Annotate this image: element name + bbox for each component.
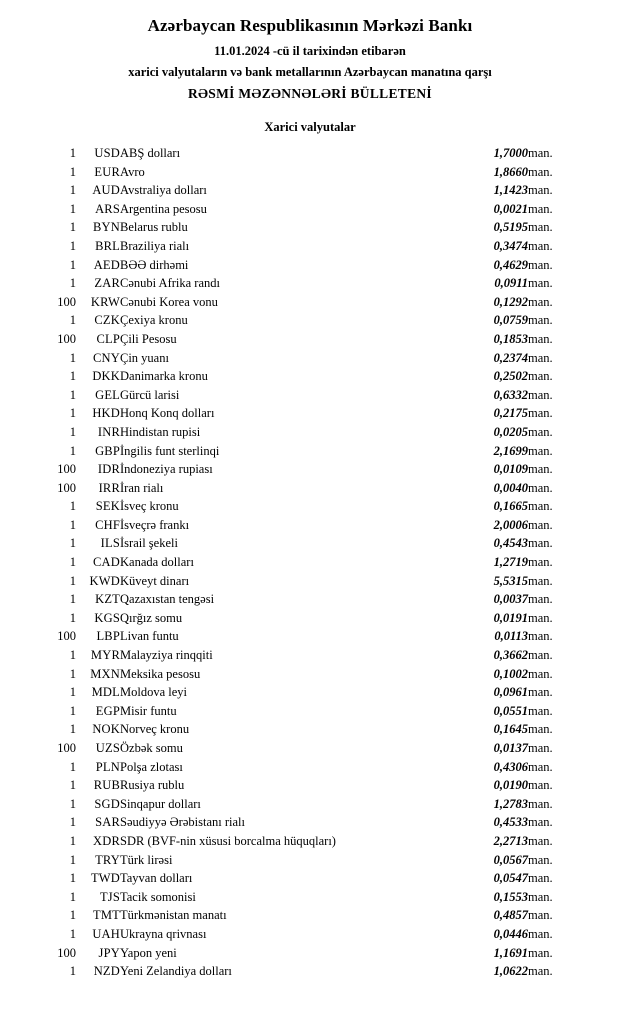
currency-name: Danimarka kronu [120,369,208,384]
currency-code: KZT [95,592,120,607]
currency-rate: 0,0113 [494,629,528,644]
currency-rate: 0,0040 [493,480,528,495]
currency-name: Rusiya rublu [120,778,185,793]
currency-quantity: 1 [69,573,76,588]
currency-quantity: 1 [69,517,76,532]
currency-code: ZAR [94,276,120,291]
currency-code: EUR [94,164,120,179]
table-row [18,293,602,312]
table-row [18,460,602,479]
currency-rate: 0,0021 [493,201,528,216]
currency-rate: 0,3662 [493,648,528,663]
currency-quantity: 1 [69,610,76,625]
currency-quantity: 1 [69,796,76,811]
table-row [18,274,602,293]
currency-rate: 0,0547 [493,871,528,886]
currency-unit: man. [528,257,553,272]
currency-rate: 0,1645 [493,722,528,737]
table-row [18,758,602,777]
currency-name: Çili Pesosu [120,331,177,346]
currency-quantity: 1 [69,238,76,253]
currency-unit: man. [528,871,553,886]
currency-name: Braziliya rialı [120,238,190,253]
currency-code: NOK [92,722,120,737]
currency-unit: man. [528,294,553,309]
currency-quantity: 1 [69,406,76,421]
table-row [18,851,602,870]
table-row [18,832,602,851]
effective-date-line: 11.01.2024 -cü il tarixindən etibarən [214,44,406,58]
table-row [18,442,602,461]
currency-rate: 1,1691 [493,945,528,960]
currency-unit: man. [528,164,553,179]
table-row [18,813,602,832]
currency-quantity: 1 [69,908,76,923]
section-title: Xarici valyutalar [264,120,356,134]
currency-name: İndoneziya rupiası [120,462,213,477]
currency-unit: man. [528,220,553,235]
currency-quantity: 1 [69,220,76,235]
currency-quantity: 1 [69,369,76,384]
table-row [18,330,602,349]
currency-rate: 0,0567 [493,852,528,867]
table-row [18,720,602,739]
currency-name: Küveyt dinarı [120,573,190,588]
currency-quantity: 1 [69,778,76,793]
currency-name: Avstraliya dolları [120,183,207,198]
currency-name: SDR (BVF-nin xüsusi borcalma hüquqları) [120,833,336,848]
currency-unit: man. [528,146,553,160]
currency-code: XDR [93,833,120,848]
currency-name: Cənubi Korea vonu [120,294,218,309]
table-row [18,944,602,963]
table-row [18,516,602,535]
currency-unit: man. [528,480,553,495]
table-row [18,683,602,702]
currency-quantity: 1 [69,648,76,663]
currency-code: CZK [94,313,120,328]
currency-quantity: 1 [69,685,76,700]
currency-name: Çin yuanı [120,350,169,365]
currency-name: Malayziya rinqqiti [120,648,213,663]
currency-rate: 0,6332 [493,387,528,402]
subtitle-line: xarici valyutaların və bank metallarının Azərbaycan manatına qarşı [128,65,492,79]
currency-code: SEK [95,499,120,514]
table-row [18,386,602,405]
currency-quantity: 1 [69,164,76,179]
currency-name: Kanada dolları [120,555,194,570]
currency-unit: man. [528,201,553,216]
table-row [18,869,602,888]
currency-name: Argentina pesosu [120,201,207,216]
currency-unit: man. [528,926,553,941]
currency-rate: 0,1553 [493,889,528,904]
currency-rate: 0,2374 [493,350,528,365]
currency-quantity: 1 [69,871,76,886]
currency-code: CNY [93,350,120,365]
currency-unit: man. [528,592,553,607]
currency-unit: man. [528,759,553,774]
currency-name: Livan funtu [120,629,179,644]
currency-rate: 1,8660 [493,164,528,179]
table-row [18,776,602,795]
currency-name: Polşa zlotası [120,759,183,774]
table-row [18,479,602,498]
currency-unit: man. [528,648,553,663]
currency-code: TJS [99,889,120,904]
currency-quantity: 1 [69,276,76,291]
currency-rate: 1,1423 [493,183,528,198]
currency-quantity: 1 [69,387,76,402]
currency-code: UZS [95,741,120,755]
currency-rate: 2,2713 [493,833,528,848]
currency-code: RUB [93,778,120,793]
currency-quantity: 1 [69,833,76,848]
currency-code: SAR [95,815,120,830]
currency-rate: 0,0191 [493,610,528,625]
currency-unit: man. [528,703,553,718]
currency-unit: man. [528,424,553,439]
currency-name: ABŞ dolları [120,146,181,160]
currency-name: Türk lirəsi [120,852,173,867]
currency-unit: man. [528,815,553,830]
currency-name: İsveç kronu [120,499,179,514]
currency-rate: 0,4629 [493,257,528,272]
currency-rate: 0,0446 [493,926,528,941]
currency-code: MYR [90,648,120,663]
currency-quantity: 1 [69,350,76,365]
currency-unit: man. [528,331,553,346]
currency-unit: man. [528,666,553,681]
currency-rate: 0,0759 [493,313,528,328]
table-row [18,572,602,591]
table-row [18,609,602,628]
currency-rate: 1,0622 [493,964,528,979]
currency-name: Qırğız somu [120,610,183,625]
currency-code: AUD [92,183,120,198]
currency-name: Avro [120,164,145,179]
currency-name: Norveç kronu [120,722,190,737]
currency-unit: man. [528,406,553,421]
currency-rate: 0,1002 [493,666,528,681]
currency-code: AED [93,257,120,272]
table-row [18,925,602,944]
currency-quantity: 1 [69,183,76,198]
currency-rate: 0,4543 [493,536,528,551]
table-row [18,553,602,572]
currency-quantity: 1 [69,443,76,458]
currency-code: CHF [95,517,120,532]
currency-name: Misir funtu [120,703,177,718]
currency-rate: 0,2502 [493,369,528,384]
currency-name: Yeni Zelandiya dolları [120,964,232,979]
currency-rate: 5,5315 [493,573,528,588]
currency-rate: 0,2175 [493,406,528,421]
currency-unit: man. [528,276,553,291]
currency-code: KRW [90,294,120,309]
currency-rate: 0,4857 [493,908,528,923]
currency-name: Yapon yeni [120,945,177,960]
currency-quantity: 1 [69,666,76,681]
currency-name: Özbək somu [120,741,183,755]
table-row [18,423,602,442]
currency-code: IRR [98,480,120,495]
currency-unit: man. [528,796,553,811]
currency-quantity: 1 [69,313,76,328]
currency-unit: man. [528,555,553,570]
currency-rate: 0,0037 [493,592,528,607]
currency-quantity: 100 [57,945,76,960]
table-row [18,888,602,907]
table-row [18,534,602,553]
currency-rate: 0,1665 [493,499,528,514]
currency-unit: man. [528,685,553,700]
currency-name: BƏƏ dirhəmi [120,257,189,272]
bulletin-title: RƏSMİ MƏZƏNNƏLƏRİ BÜLLETENİ [187,86,432,101]
currency-code: ARS [95,201,120,216]
currency-quantity: 1 [69,815,76,830]
currency-unit: man. [528,499,553,514]
currency-rate: 0,4533 [493,815,528,830]
currency-code: CAD [93,555,120,570]
table-row [18,497,602,516]
table-row [18,795,602,814]
currency-unit: man. [528,610,553,625]
currency-name: Moldova leyi [120,685,188,700]
currency-code: LBP [96,629,120,644]
table-row [18,627,602,646]
currency-name: Belarus rublu [120,220,188,235]
table-row [18,646,602,665]
currency-quantity: 1 [69,592,76,607]
currency-name: Sinqapur dolları [120,796,201,811]
table-row [18,237,602,256]
currency-code: KWD [89,573,120,588]
currency-unit: man. [528,833,553,848]
currency-code: SGD [94,796,120,811]
currency-rate: 0,5195 [493,220,528,235]
currency-rate: 0,0961 [493,685,528,700]
currency-unit: man. [528,387,553,402]
currency-unit: man. [528,313,553,328]
currency-code: GBP [95,443,120,458]
currency-quantity: 100 [57,331,76,346]
currency-quantity: 100 [57,629,76,644]
currency-name: İsveçrə frankı [120,517,190,532]
table-row [18,200,602,219]
currency-rate: 0,1853 [493,331,528,346]
currency-code: KGS [94,610,120,625]
currency-code: ILS [100,536,120,551]
currency-name: İngilis funt sterlinqi [120,443,220,458]
table-row [18,367,602,386]
currency-quantity: 1 [69,964,76,979]
currency-rate: 2,0006 [493,517,528,532]
currency-rate: 0,0109 [493,462,528,477]
currency-quantity: 1 [69,722,76,737]
currency-rate: 0,0190 [493,778,528,793]
currency-quantity: 1 [69,201,76,216]
currency-name: Meksika pesosu [120,666,201,681]
currency-rate: 0,0205 [493,424,528,439]
table-row [18,181,602,200]
currency-quantity: 1 [69,146,76,160]
currency-code: USD [94,146,120,160]
currency-code: MDL [91,685,120,700]
currency-rates-table [18,144,602,981]
currency-code: MXN [90,666,120,681]
table-row [18,218,602,237]
currency-rate: 2,1699 [493,443,528,458]
currency-code: TWD [90,871,120,886]
currency-quantity: 100 [57,480,76,495]
currency-name: Gürcü larisi [120,387,180,402]
currency-quantity: 1 [69,703,76,718]
currency-unit: man. [528,741,553,755]
table-row [18,665,602,684]
currency-rate: 1,7000 [493,146,528,160]
currency-quantity: 1 [69,424,76,439]
currency-name: Ukrayna qrivnası [120,926,207,941]
currency-unit: man. [528,517,553,532]
currency-code: BYN [93,220,120,235]
table-row [18,144,602,163]
table-row [18,962,602,981]
currency-name: Çexiya kronu [120,313,188,328]
currency-code: TRY [95,852,120,867]
currency-quantity: 1 [69,555,76,570]
currency-quantity: 1 [69,499,76,514]
currency-code: EGP [95,703,120,718]
currency-code: TMT [93,908,120,923]
table-row [18,311,602,330]
currency-unit: man. [528,908,553,923]
currency-rate: 0,3474 [493,238,528,253]
currency-code: BRL [95,238,120,253]
currency-code: NZD [93,964,120,979]
currency-unit: man. [528,778,553,793]
currency-name: Səudiyyə Ərəbistanı rialı [120,815,245,830]
currency-name: Tacik somonisi [120,889,196,904]
currency-code: DKK [92,369,120,384]
currency-unit: man. [528,964,553,979]
currency-quantity: 100 [57,741,76,755]
currency-code: IDR [97,462,120,477]
currency-name: Türkmənistan manatı [120,908,227,923]
currency-quantity: 1 [69,759,76,774]
currency-name: Tayvan dolları [120,871,193,886]
currency-unit: man. [528,183,553,198]
currency-code: GEL [95,387,120,402]
currency-name: İran rialı [120,480,164,495]
currency-rate: 0,1292 [493,294,528,309]
currency-code: INR [97,424,120,439]
currency-unit: man. [528,573,553,588]
currency-quantity: 100 [57,294,76,309]
table-row [18,256,602,275]
currency-code: PLN [95,759,120,774]
currency-name: Honq Konq dolları [120,406,215,421]
document-header [18,16,602,102]
currency-rate: 0,0911 [494,276,528,291]
currency-name: İsrail şekeli [120,536,178,551]
currency-name: Qazaxıstan tengəsi [120,592,215,607]
currency-unit: man. [528,889,553,904]
currency-rate: 0,0551 [493,703,528,718]
table-row [18,739,602,758]
currency-unit: man. [528,536,553,551]
table-row [18,906,602,925]
currency-code: CLP [96,331,120,346]
currency-unit: man. [528,238,553,253]
table-row [18,702,602,721]
currency-rate: 0,0137 [493,741,528,755]
bank-name: Azərbaycan Respublikasının Mərkəzi Bankı [147,16,473,35]
currency-quantity: 1 [69,926,76,941]
currency-code: UAH [92,926,120,941]
currency-unit: man. [528,443,553,458]
currency-unit: man. [528,350,553,365]
currency-rate: 1,2719 [493,555,528,570]
currency-quantity: 1 [69,257,76,272]
currency-unit: man. [528,945,553,960]
currency-code: JPY [98,945,120,960]
table-row [18,404,602,423]
currency-code: HKD [92,406,120,421]
currency-rates-body [18,144,602,981]
currency-unit: man. [528,629,553,644]
currency-rate: 0,4306 [493,759,528,774]
currency-name: Hindistan rupisi [120,424,201,439]
currency-quantity: 1 [69,536,76,551]
currency-unit: man. [528,852,553,867]
currency-rate: 1,2783 [493,796,528,811]
table-row [18,163,602,182]
table-row [18,349,602,368]
currency-quantity: 100 [57,462,76,477]
currency-quantity: 1 [69,889,76,904]
currency-name: Cənubi Afrika randı [120,276,220,291]
table-row [18,590,602,609]
currency-unit: man. [528,369,553,384]
currency-quantity: 1 [69,852,76,867]
currency-unit: man. [528,462,553,477]
currency-unit: man. [528,722,553,737]
